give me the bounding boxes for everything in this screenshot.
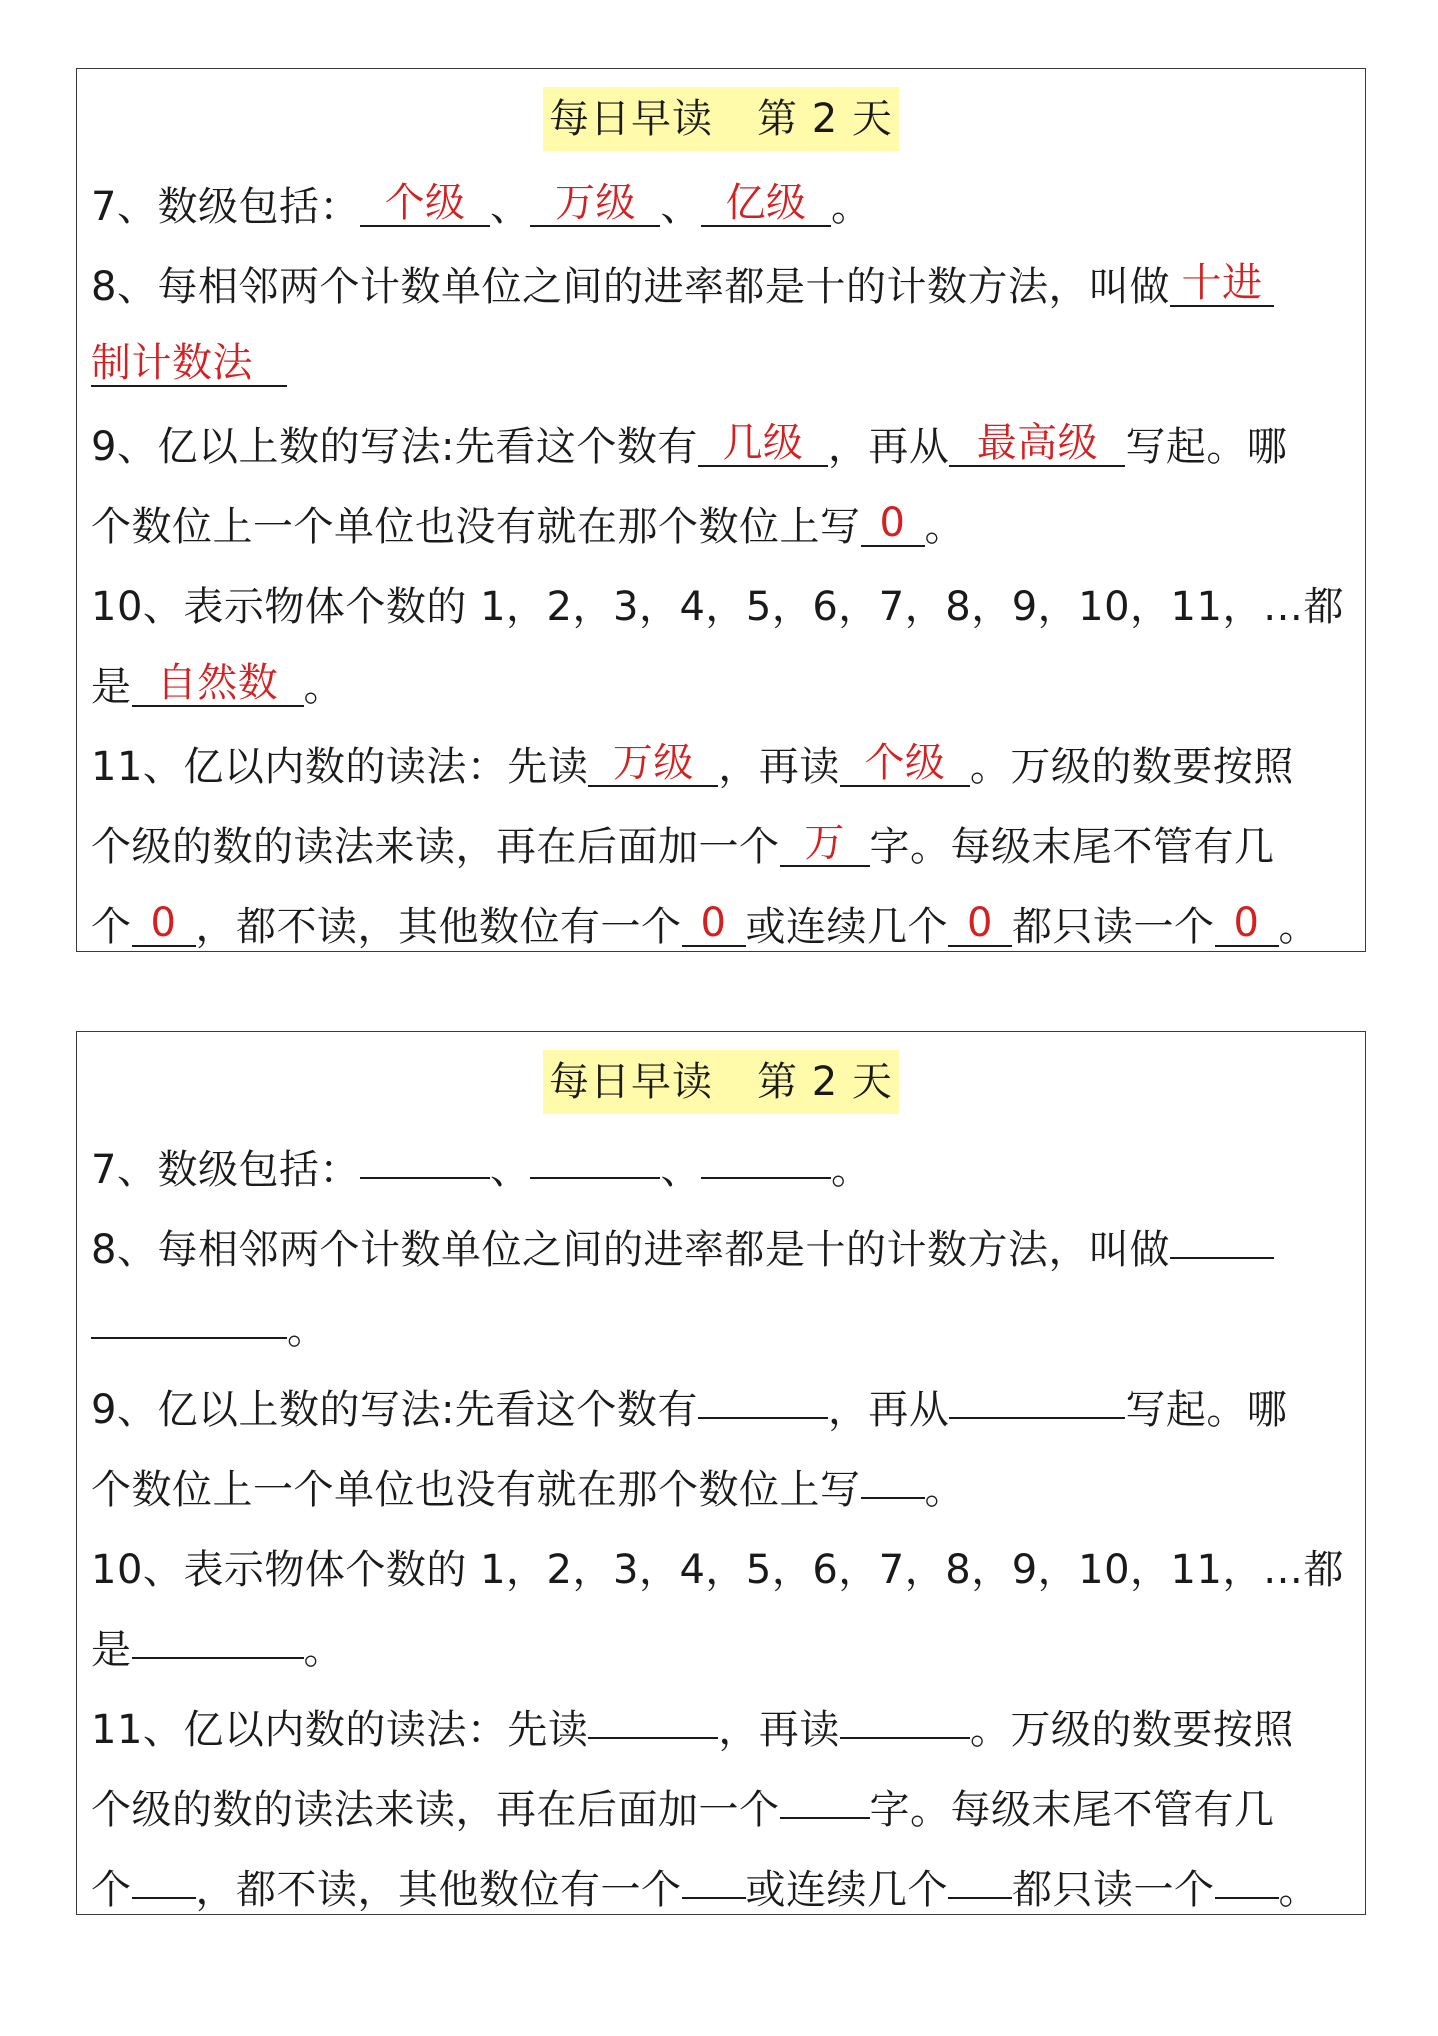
q7-sep2-2: 、: [660, 1147, 701, 1193]
q11-blank-5[interactable]: [682, 1853, 746, 1899]
q11-line3-prefix: 个: [91, 904, 132, 950]
title-right: 第 2 天: [757, 96, 893, 142]
q11-blank-2[interactable]: [840, 1693, 970, 1739]
blank-card: [76, 1031, 1366, 1915]
q11-blank-4[interactable]: [132, 1853, 196, 1899]
q9-mid-2: ，再从: [827, 1387, 950, 1433]
q11-line2-prefix: 个级的数的读法来读，再在后面加一个: [91, 824, 780, 870]
question-10-line2-blank: [91, 1610, 1351, 1690]
page-title: [543, 87, 899, 151]
page-title-2: [543, 1050, 899, 1114]
q11-blank-1[interactable]: [588, 1693, 718, 1739]
q11-line3-prefix-2: 个: [91, 1867, 132, 1913]
q11-answer-6: 0: [948, 901, 1012, 947]
q11-line2-mid: 字。每级末尾不管有几: [869, 824, 1275, 870]
question-10: [91, 567, 1351, 647]
q8-answer-part1: 十进: [1170, 261, 1274, 307]
q11-mid: ，再读: [718, 744, 840, 790]
q7-prefix-2: 7、数级包括：: [91, 1147, 360, 1193]
q11-line3-mid2-2: 或连续几个: [745, 1867, 948, 1913]
q9-end: 。: [924, 504, 965, 550]
q8-prefix-2: 8、每相邻两个计数单位之间的进率都是十的计数方法，叫做: [91, 1227, 1170, 1273]
q7-blank-3[interactable]: [701, 1133, 831, 1179]
q11-line2-mid-2: 字。每级末尾不管有几: [869, 1787, 1275, 1833]
title-right-2: 第 2 天: [757, 1059, 893, 1105]
q8-answer-part2: 制计数法: [91, 341, 287, 387]
q10-end-2: 。: [303, 1627, 344, 1673]
q9-prefix-2: 9、亿以上数的写法:先看这个数有: [91, 1387, 698, 1433]
q9-blank-1[interactable]: [698, 1373, 828, 1419]
q9-mid2-2: 写起。哪: [1125, 1387, 1288, 1433]
question-10-blank: [91, 1530, 1351, 1610]
q8-blank-part2[interactable]: [91, 1293, 287, 1339]
q7-answer-2: 万级: [530, 181, 660, 227]
q9-answer-2: 最高级: [949, 421, 1125, 467]
q11-blank-6[interactable]: [948, 1853, 1012, 1899]
q7-sep1: 、: [489, 184, 531, 230]
q10-end: 。: [303, 664, 344, 710]
q11-line3-mid3: 都只读一个: [1012, 904, 1215, 950]
question-9-blank: [91, 1370, 1351, 1450]
q11-end: 。: [1278, 904, 1319, 950]
q10-blank-1[interactable]: [132, 1613, 304, 1659]
q8-end-2: 。: [287, 1307, 328, 1353]
q8-blank-part1[interactable]: [1170, 1213, 1274, 1259]
q9-mid2: 写起。哪: [1125, 424, 1288, 470]
question-7-blank: [91, 1130, 1351, 1210]
question-11: [91, 727, 1351, 807]
question-7: [91, 167, 1351, 247]
q11-mid2: 。万级的数要按照: [969, 744, 1294, 790]
answer-card: [76, 68, 1366, 952]
q7-end: 。: [830, 184, 872, 230]
q11-mid2-2: 。万级的数要按照: [969, 1707, 1294, 1753]
q10-prefix: 10、表示物体个数的 1，2，3，4，5，6，7，8，9，10，11，…都: [91, 584, 1344, 630]
q7-end-2: 。: [830, 1147, 872, 1193]
q11-blank-3[interactable]: [780, 1773, 870, 1819]
q10-answer-1: 自然数: [132, 661, 304, 707]
q11-blank-7[interactable]: [1215, 1853, 1279, 1899]
q9-end-2: 。: [924, 1467, 965, 1513]
title-row-2: [91, 1050, 1351, 1130]
q11-answer-1: 万级: [588, 741, 718, 787]
q9-line2-prefix-2: 个数位上一个单位也没有就在那个数位上写: [91, 1467, 861, 1513]
question-8-line2: [91, 327, 1351, 407]
question-11-line3: [91, 887, 1351, 967]
q9-mid: ，再从: [827, 424, 950, 470]
q9-answer-1: 几级: [698, 421, 828, 467]
q7-prefix: 7、数级包括：: [91, 184, 360, 230]
question-8-blank: [91, 1210, 1351, 1290]
question-9-line2: [91, 487, 1351, 567]
q11-answer-2: 个级: [840, 741, 970, 787]
q11-end-2: 。: [1278, 1867, 1319, 1913]
q9-prefix: 9、亿以上数的写法:先看这个数有: [91, 424, 698, 470]
title-left-2: 每日早读: [549, 1059, 714, 1105]
q7-sep1-2: 、: [489, 1147, 531, 1193]
q11-answer-5: 0: [682, 901, 746, 947]
title-row: [91, 87, 1351, 167]
q11-prefix: 11、亿以内数的读法：先读: [91, 744, 589, 790]
question-11-line2-blank: [91, 1770, 1351, 1850]
q10-prefix-2: 10、表示物体个数的 1，2，3，4，5，6，7，8，9，10，11，…都: [91, 1547, 1344, 1593]
question-10-line2: [91, 647, 1351, 727]
question-8-line2-blank: [91, 1290, 1351, 1370]
question-11-line2: [91, 807, 1351, 887]
question-11-line3-blank: [91, 1850, 1351, 1930]
q7-answer-3: 亿级: [701, 181, 831, 227]
question-8: [91, 247, 1351, 327]
q8-prefix: 8、每相邻两个计数单位之间的进率都是十的计数方法，叫做: [91, 264, 1170, 310]
q7-blank-1[interactable]: [360, 1133, 490, 1179]
q9-blank-3[interactable]: [861, 1453, 925, 1499]
q10-line2-prefix-2: 是: [91, 1627, 132, 1673]
q9-blank-2[interactable]: [949, 1373, 1125, 1419]
q11-answer-4: 0: [132, 901, 196, 947]
q10-line2-prefix: 是: [91, 664, 132, 710]
question-9-line2-blank: [91, 1450, 1351, 1530]
q9-line2-prefix: 个数位上一个单位也没有就在那个数位上写: [91, 504, 861, 550]
title-left: 每日早读: [549, 96, 714, 142]
q11-line3-mid3-2: 都只读一个: [1012, 1867, 1215, 1913]
q7-sep2: 、: [660, 184, 701, 230]
q7-blank-2[interactable]: [530, 1133, 660, 1179]
q11-line3-mid1: ，都不读，其他数位有一个: [195, 904, 682, 950]
q11-line2-prefix-2: 个级的数的读法来读，再在后面加一个: [91, 1787, 780, 1833]
q11-line3-mid1-2: ，都不读，其他数位有一个: [195, 1867, 682, 1913]
q11-answer-7: 0: [1215, 901, 1279, 947]
question-11-blank: [91, 1690, 1351, 1770]
q11-prefix-2: 11、亿以内数的读法：先读: [91, 1707, 589, 1753]
q11-line3-mid2: 或连续几个: [745, 904, 948, 950]
question-9: [91, 407, 1351, 487]
q11-mid-2: ，再读: [718, 1707, 840, 1753]
q9-answer-3: 0: [861, 501, 925, 547]
q7-answer-1: 个级: [360, 181, 490, 227]
q11-answer-3: 万: [780, 821, 870, 867]
